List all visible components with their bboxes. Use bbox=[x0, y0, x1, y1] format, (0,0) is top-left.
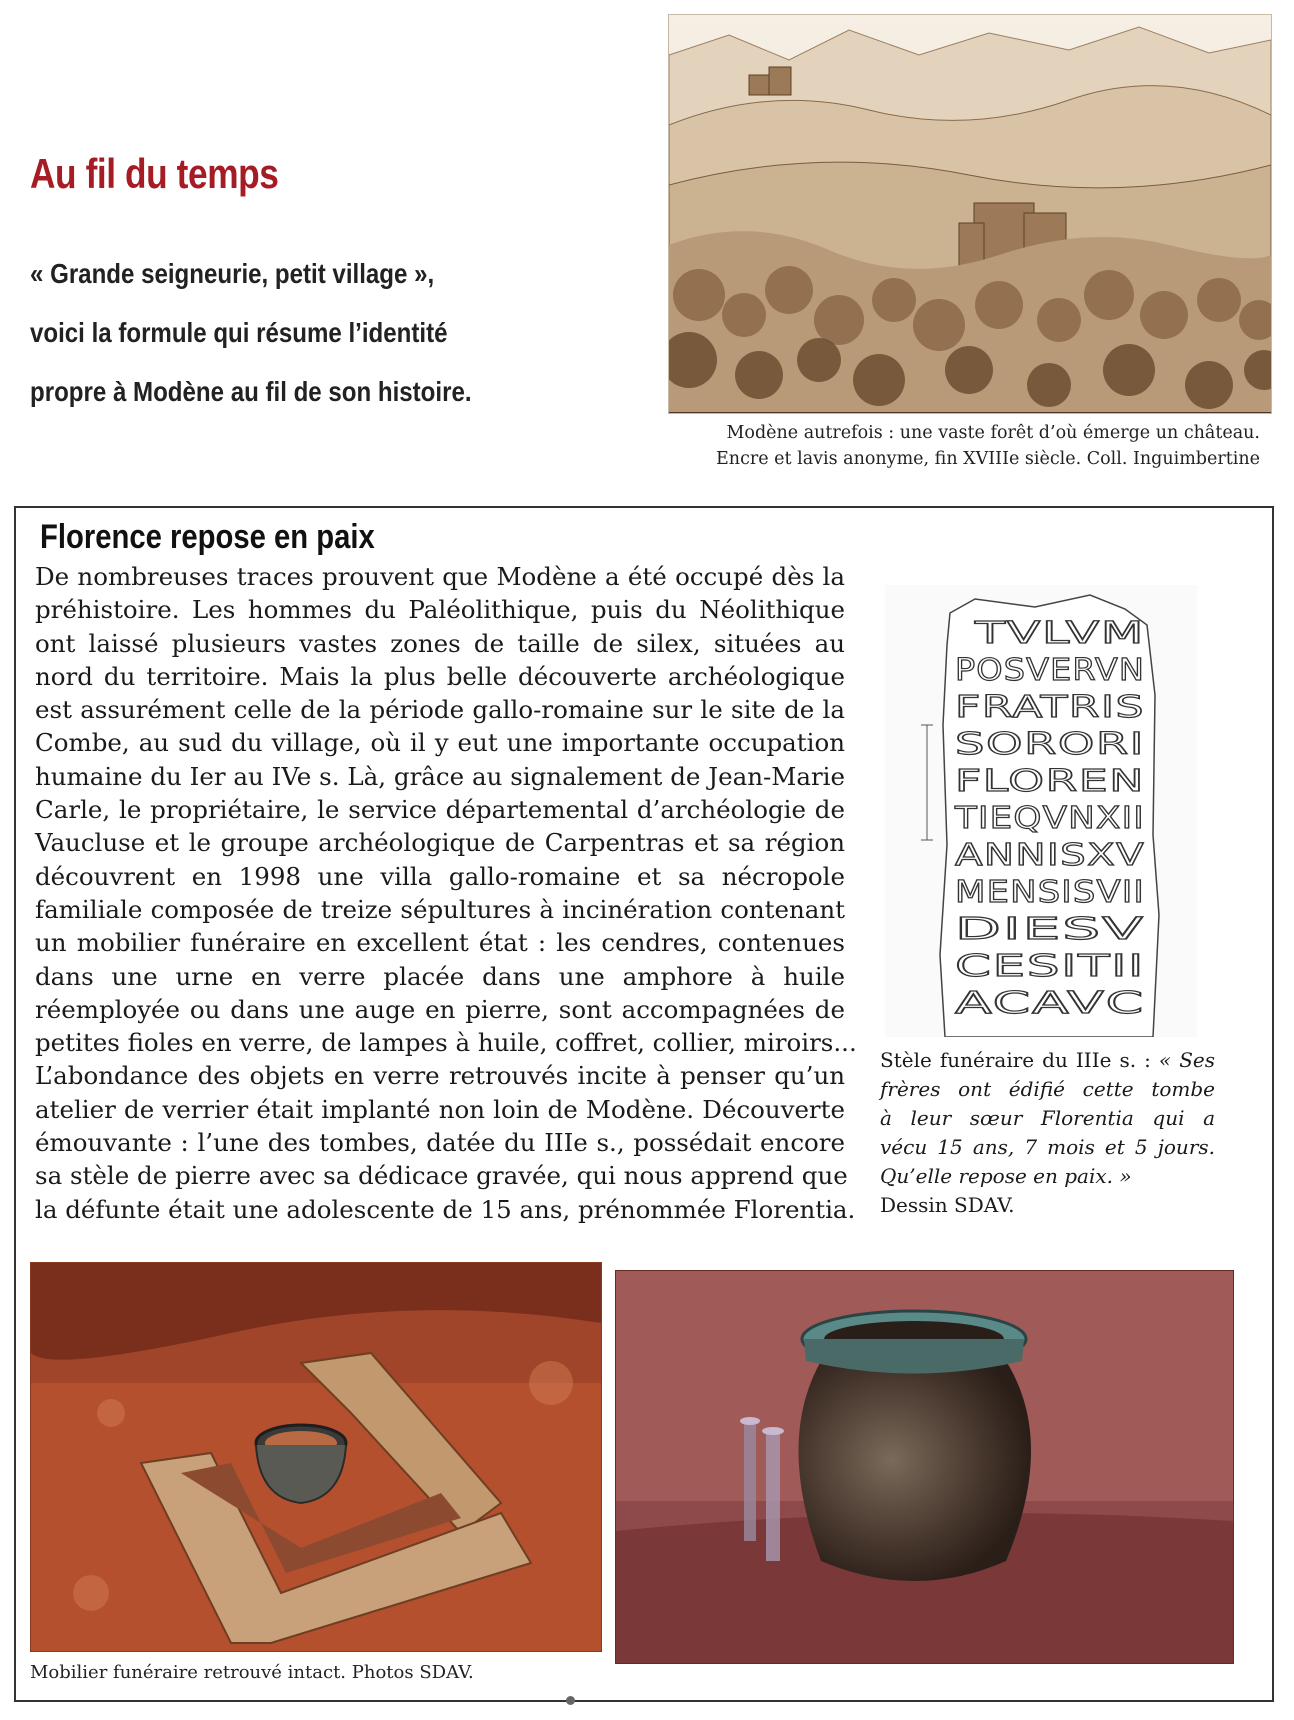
stele-caption-line bbox=[880, 1104, 1215, 1133]
stele-caption-line bbox=[880, 1191, 1215, 1220]
stele-caption bbox=[880, 1046, 1215, 1220]
inscription-line: ACAVC bbox=[955, 986, 1145, 1021]
body-line: réemployée ou dans une auge en pierre, sont accompagnées de bbox=[35, 994, 845, 1024]
caption-italic: à leur sœur Florentia qui a bbox=[880, 1106, 1215, 1130]
body-line: petites fioles en verre, de lampes à huile, coffret, collier, miroirs... bbox=[35, 1028, 857, 1058]
stele-caption-line bbox=[880, 1046, 1215, 1075]
caption-italic: « Ses bbox=[1158, 1048, 1215, 1072]
urn-photo bbox=[615, 1270, 1234, 1664]
body-line: Vaucluse et le groupe archéologique de Carpentras et sa région bbox=[35, 828, 845, 858]
intro-line: « Grande seigneurie, petit village », bbox=[30, 258, 435, 289]
body-line: humaine du Ier au IVe s. Là, grâce au signalement de Jean-Marie bbox=[35, 761, 845, 791]
chateau-landscape-illustration bbox=[668, 14, 1272, 414]
body-line: nord du territoire. Mais la plus belle découverte archéologique bbox=[35, 661, 845, 691]
inscription-line: TVLVM bbox=[973, 616, 1145, 651]
caption-plain: Stèle funéraire du IIIe s. : bbox=[880, 1048, 1159, 1072]
body-line: Carle, le propriétaire, le service départemental d’archéologie de bbox=[35, 795, 845, 825]
inscription-line: TIEQVNXII bbox=[953, 801, 1145, 836]
inscription-line: MENSISVII bbox=[955, 875, 1145, 910]
caption-line: Modène autrefois : une vaste forêt d’où émerge un château. bbox=[726, 423, 1260, 443]
body-line: est assurément celle de la période gallo-romaine sur le site de la bbox=[35, 695, 845, 725]
body-line: découvrent en 1998 une villa gallo-romaine et sa nécropole bbox=[35, 861, 845, 891]
page-title: Au fil du temps bbox=[30, 150, 279, 197]
body-line: L’abondance des objets en verre retrouvés incite à penser qu’un bbox=[35, 1061, 845, 1091]
inscription-line: CESITII bbox=[955, 949, 1145, 984]
excavation-photo bbox=[30, 1262, 602, 1652]
caption-plain: Dessin SDAV. bbox=[880, 1193, 1015, 1217]
body-line: Combe, au sud du village, où il y eut une importante occupation bbox=[35, 728, 845, 758]
body-line: préhistoire. Les hommes du Paléolithique, puis du Néolithique bbox=[35, 595, 845, 625]
stele-caption-line bbox=[880, 1075, 1215, 1104]
illustration-caption bbox=[668, 420, 1260, 472]
intro-line: propre à Modène au fil de son histoire. bbox=[30, 376, 472, 407]
inscription-line: DIESV bbox=[955, 912, 1145, 947]
caption-line: Encre et lavis anonyme, fin XVIIIe siècle. Coll. Inguimbertine bbox=[716, 449, 1260, 469]
inscription-line: SORORI bbox=[955, 727, 1145, 762]
caption-italic: frères ont édifié cette tombe bbox=[880, 1077, 1215, 1101]
body-line: émouvante : l’une des tombes, datée du IIIe s., possédait encore bbox=[35, 1128, 845, 1158]
stele-drawing bbox=[885, 585, 1197, 1037]
body-line: De nombreuses traces prouvent que Modène a été occupé dès la bbox=[35, 562, 845, 591]
stele-caption-line bbox=[880, 1133, 1215, 1162]
body-line: sa stèle de pierre avec sa dédicace gravée, qui nous apprend que bbox=[35, 1161, 848, 1191]
inscription-line: POSVERVN bbox=[955, 653, 1145, 688]
body-line: ont laissé plusieurs vastes zones de taille de silex, situées au bbox=[35, 628, 845, 658]
section-heading: Florence repose en paix bbox=[40, 518, 375, 556]
stele-caption-line bbox=[880, 1162, 1215, 1191]
page-marker-dot bbox=[566, 1696, 575, 1705]
intro-text bbox=[30, 244, 580, 421]
body-line: atelier de verrier était implanté non loin de Modène. Découverte bbox=[35, 1094, 845, 1124]
body-line: dans une urne en verre placée dans une amphore à huile bbox=[35, 961, 845, 991]
caption-italic: Qu’elle repose en paix. » bbox=[880, 1164, 1132, 1188]
inscription-line: FLOREN bbox=[955, 764, 1145, 799]
body-line: un mobilier funéraire en excellent état : les cendres, contenues bbox=[35, 928, 845, 958]
body-line: familiale composée de treize sépultures à incinération contenant bbox=[35, 894, 845, 924]
intro-line: voici la formule qui résume l’identité bbox=[30, 317, 448, 348]
inscription-line: FRATRIS bbox=[955, 690, 1145, 725]
article-body bbox=[35, 560, 857, 1226]
inscription-line: ANNISXV bbox=[955, 838, 1145, 873]
body-line: la défunte était une adolescente de 15 ans, prénommée Florentia. bbox=[35, 1194, 856, 1224]
caption-italic: vécu 15 ans, 7 mois et 5 jours. bbox=[880, 1135, 1215, 1159]
photos-caption: Mobilier funéraire retrouvé intact. Photos SDAV. bbox=[30, 1662, 474, 1683]
